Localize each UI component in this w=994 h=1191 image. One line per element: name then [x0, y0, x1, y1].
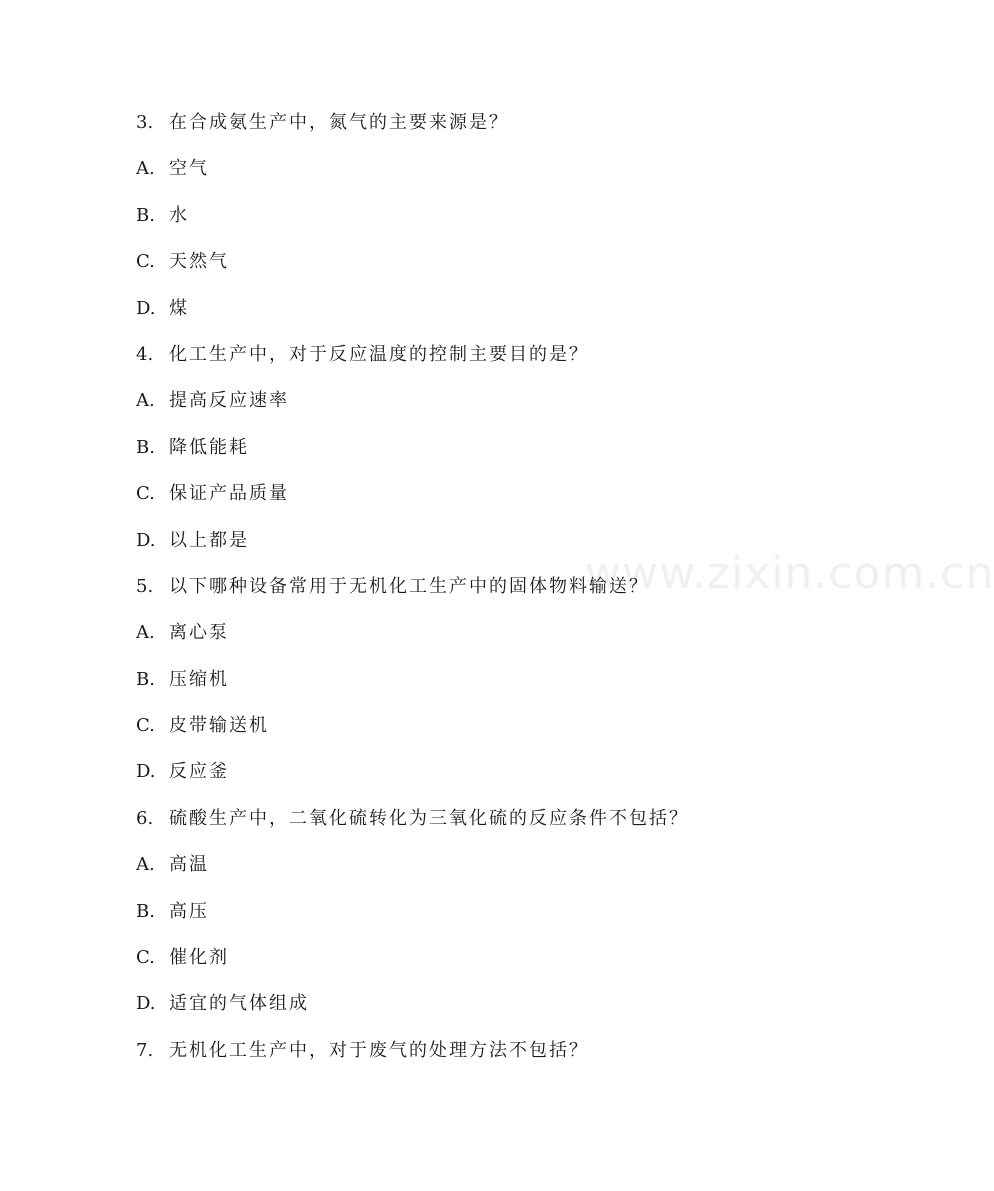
option-a: [136, 386, 836, 432]
option-text: 压缩机: [169, 668, 229, 690]
option-letter: B.: [136, 204, 155, 226]
option-text: 提高反应速率: [169, 390, 289, 412]
option-letter: B.: [136, 436, 155, 458]
question-number: 4.: [136, 343, 154, 365]
option-b: [136, 201, 836, 247]
question-number: 3.: [136, 112, 154, 133]
option-letter: D.: [136, 993, 156, 1015]
option-d: [136, 757, 836, 803]
option-d: [136, 989, 836, 1035]
question-text: 无机化工生产中，对于废气的处理方法不包括？: [169, 1039, 589, 1061]
option-c: [136, 943, 836, 989]
option-c: [136, 247, 836, 293]
option-letter: C.: [136, 947, 155, 969]
question-4: [136, 340, 836, 386]
option-text: 煤: [169, 297, 189, 319]
question-number: 7.: [136, 1039, 154, 1061]
option-text: 降低能耗: [169, 436, 249, 458]
option-letter: A.: [136, 622, 155, 644]
option-b: [136, 897, 836, 943]
option-text: 催化剂: [169, 947, 229, 969]
question-text: 硫酸生产中，二氧化硫转化为三氧化硫的反应条件不包括？: [169, 807, 689, 829]
option-a: [136, 618, 836, 664]
option-letter: C.: [136, 483, 155, 505]
option-text: 离心泵: [169, 622, 229, 644]
option-letter: D.: [136, 761, 156, 783]
question-text: 在合成氨生产中，氮气的主要来源是？: [169, 112, 509, 133]
option-d: [136, 294, 836, 340]
option-text: 以上都是: [169, 529, 249, 551]
option-letter: A.: [136, 158, 155, 180]
option-text: 反应釜: [169, 761, 229, 783]
option-d: [136, 526, 836, 572]
option-c: [136, 479, 836, 525]
question-text: 以下哪种设备常用于无机化工生产中的固体物料输送？: [169, 575, 649, 597]
option-letter: A.: [136, 854, 155, 876]
option-letter: C.: [136, 251, 155, 273]
question-3: [136, 108, 836, 154]
option-text: 天然气: [169, 251, 229, 273]
option-letter: D.: [136, 297, 156, 319]
option-b: [136, 433, 836, 479]
question-6: [136, 804, 836, 850]
option-letter: B.: [136, 668, 155, 690]
option-b: [136, 665, 836, 711]
option-text: 保证产品质量: [169, 483, 289, 505]
option-letter: B.: [136, 900, 155, 922]
option-a: [136, 850, 836, 896]
option-c: [136, 711, 836, 757]
option-letter: D.: [136, 529, 156, 551]
option-text: 适宜的气体组成: [169, 993, 309, 1015]
question-7: [136, 1036, 836, 1082]
question-list: [136, 108, 836, 1082]
option-a: [136, 154, 836, 200]
option-text: 空气: [169, 158, 209, 180]
question-number: 6.: [136, 807, 154, 829]
option-text: 皮带输送机: [169, 715, 269, 737]
option-letter: C.: [136, 715, 155, 737]
option-text: 水: [169, 204, 189, 226]
question-text: 化工生产中，对于反应温度的控制主要目的是？: [169, 343, 589, 365]
watermark: www.zixin.com.cn: [585, 548, 994, 599]
question-number: 5.: [136, 575, 154, 597]
question-5: [136, 572, 836, 618]
option-letter: A.: [136, 390, 155, 412]
option-text: 高温: [169, 854, 209, 876]
option-text: 高压: [169, 900, 209, 922]
